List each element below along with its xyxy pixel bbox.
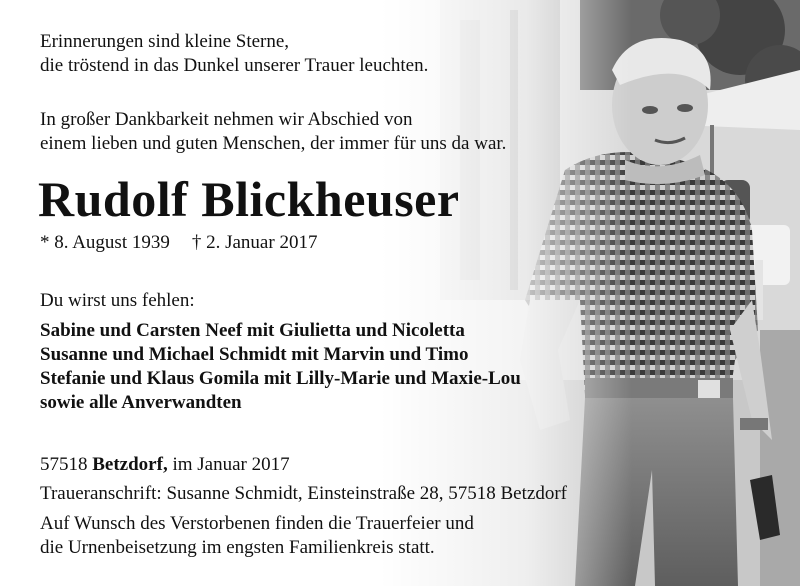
mourner-line: sowie alle Anverwandten — [40, 392, 242, 413]
place-town: Betzdorf, — [92, 454, 168, 475]
mourners-intro: Du wirst uns fehlen: — [40, 290, 195, 311]
place-zip: 57518 — [40, 454, 88, 475]
mourner-line: Sabine und Carsten Neef mit Giulietta und Nicoletta — [40, 320, 465, 341]
quote-line-2: die tröstend in das Dunkel unserer Trauer leuchten. — [40, 55, 429, 76]
intro-line-2: einem lieben und guten Menschen, der immer für uns da war. — [40, 133, 507, 154]
life-dates — [40, 232, 317, 254]
birth-date: * 8. August 1939 — [40, 232, 170, 253]
wish-line-2: die Urnenbeisetzung im engsten Familienkreis statt. — [40, 537, 435, 558]
notice-date: im Januar 2017 — [172, 454, 290, 475]
place-date — [40, 454, 290, 476]
intro-line-1: In großer Dankbarkeit nehmen wir Abschied von — [40, 109, 413, 130]
mourning-address: Traueranschrift: Susanne Schmidt, Einsteinstraße 28, 57518 Betzdorf — [40, 483, 567, 504]
death-date: † 2. Januar 2017 — [191, 232, 318, 253]
quote-line-1: Erinnerungen sind kleine Sterne, — [40, 31, 290, 52]
mourner-line: Stefanie und Klaus Gomila mit Lilly-Marie und Maxie-Lou — [40, 368, 521, 389]
deceased-name: Rudolf Blickheuser — [38, 171, 460, 227]
wish-line-1: Auf Wunsch des Verstorbenen finden die Trauerfeier und — [40, 513, 474, 534]
mourner-line: Susanne und Michael Schmidt mit Marvin und Timo — [40, 344, 469, 365]
